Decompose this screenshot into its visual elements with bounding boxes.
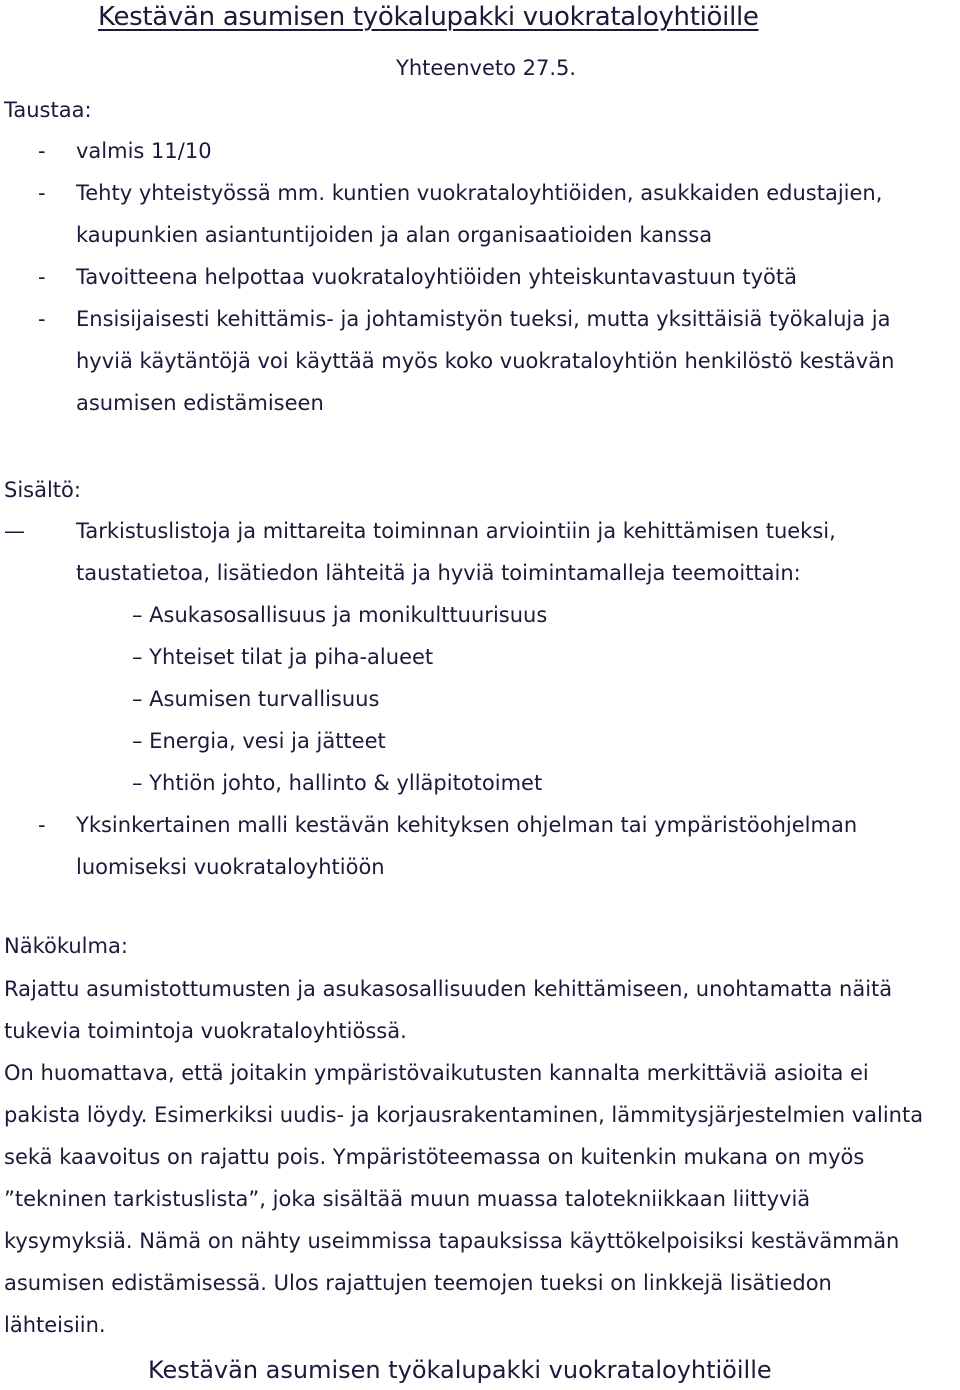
list-dash: -: [38, 813, 46, 837]
paragraph-line: On huomattava, että joitakin ympäristövaikutusten kannalta merkittäviä asioita ei: [4, 1061, 869, 1085]
theme-item: – Energia, vesi ja jätteet: [132, 729, 386, 753]
list-item-text: asumisen edistämiseen: [76, 391, 324, 415]
list-item-text: Tehty yhteistyössä mm. kuntien vuokrataloyhtiöiden, asukkaiden edustajien,: [76, 181, 883, 205]
theme-item: – Asukasosallisuus ja monikulttuurisuus: [132, 603, 548, 627]
paragraph-line: pakista löydy. Esimerkiksi uudis- ja korjausrakentaminen, lämmitysjärjestelmien valinta: [4, 1103, 924, 1127]
list-dash: -: [38, 181, 46, 205]
list-item-text: Ensisijaisesti kehittämis- ja johtamistyön tueksi, mutta yksittäisiä työkaluja ja: [76, 307, 891, 331]
list-dash: -: [38, 307, 46, 331]
list-item-text: Tavoitteena helpottaa vuokrataloyhtiöiden yhteiskuntavastuun työtä: [76, 265, 797, 289]
paragraph-line: asumisen edistämisessä. Ulos rajattujen teemojen tueksi on linkkejä lisätiedon: [4, 1271, 832, 1295]
page-title: Kestävän asumisen työkalupakki vuokrataloyhtiöille: [98, 2, 759, 32]
summary-date: Yhteenveto 27.5.: [396, 56, 577, 80]
list-dash: -: [38, 139, 46, 163]
section-heading-nakokulma: Näkökulma:: [4, 934, 128, 958]
list-dash: —: [4, 519, 25, 543]
section-heading-taustaa: Taustaa:: [4, 98, 92, 122]
list-item-text: hyviä käytäntöjä voi käyttää myös koko vuokrataloyhtiön henkilöstö kestävän: [76, 349, 895, 373]
theme-item: – Yhteiset tilat ja piha-alueet: [132, 645, 434, 669]
theme-item: – Yhtiön johto, hallinto & ylläpitotoimet: [132, 771, 543, 795]
section-heading-sisalto: Sisältö:: [4, 478, 81, 502]
list-item-text: Yksinkertainen malli kestävän kehityksen ohjelman tai ympäristöohjelman: [76, 813, 858, 837]
list-item-text: kaupunkien asiantuntijoiden ja alan organisaatioiden kanssa: [76, 223, 713, 247]
paragraph-line: sekä kaavoitus on rajattu pois. Ympäristöteemassa on kuitenkin mukana on myös: [4, 1145, 865, 1169]
paragraph-line: lähteisiin.: [4, 1313, 106, 1337]
list-dash: -: [38, 265, 46, 289]
theme-item: – Asumisen turvallisuus: [132, 687, 380, 711]
footer-title: Kestävän asumisen työkalupakki vuokrataloyhtiöille: [148, 1356, 772, 1384]
paragraph-line: tukevia toimintoja vuokrataloyhtiössä.: [4, 1019, 407, 1043]
list-item-text: luomiseksi vuokrataloyhtiöön: [76, 855, 385, 879]
paragraph-line: kysymyksiä. Nämä on nähty useimmissa tapauksissa käyttökelpoisiksi kestävämmän: [4, 1229, 900, 1253]
paragraph-line: Rajattu asumistottumusten ja asukasosallisuuden kehittämiseen, unohtamatta näitä: [4, 977, 893, 1001]
list-item-text: taustatietoa, lisätiedon lähteitä ja hyviä toimintamalleja teemoittain:: [76, 561, 801, 585]
list-item-text: valmis 11/10: [76, 139, 212, 163]
paragraph-line: ”tekninen tarkistuslista”, joka sisältää muun muassa talotekniikkaan liittyviä: [4, 1187, 811, 1211]
list-item-text: Tarkistuslistoja ja mittareita toiminnan arviointiin ja kehittämisen tueksi,: [76, 519, 836, 543]
